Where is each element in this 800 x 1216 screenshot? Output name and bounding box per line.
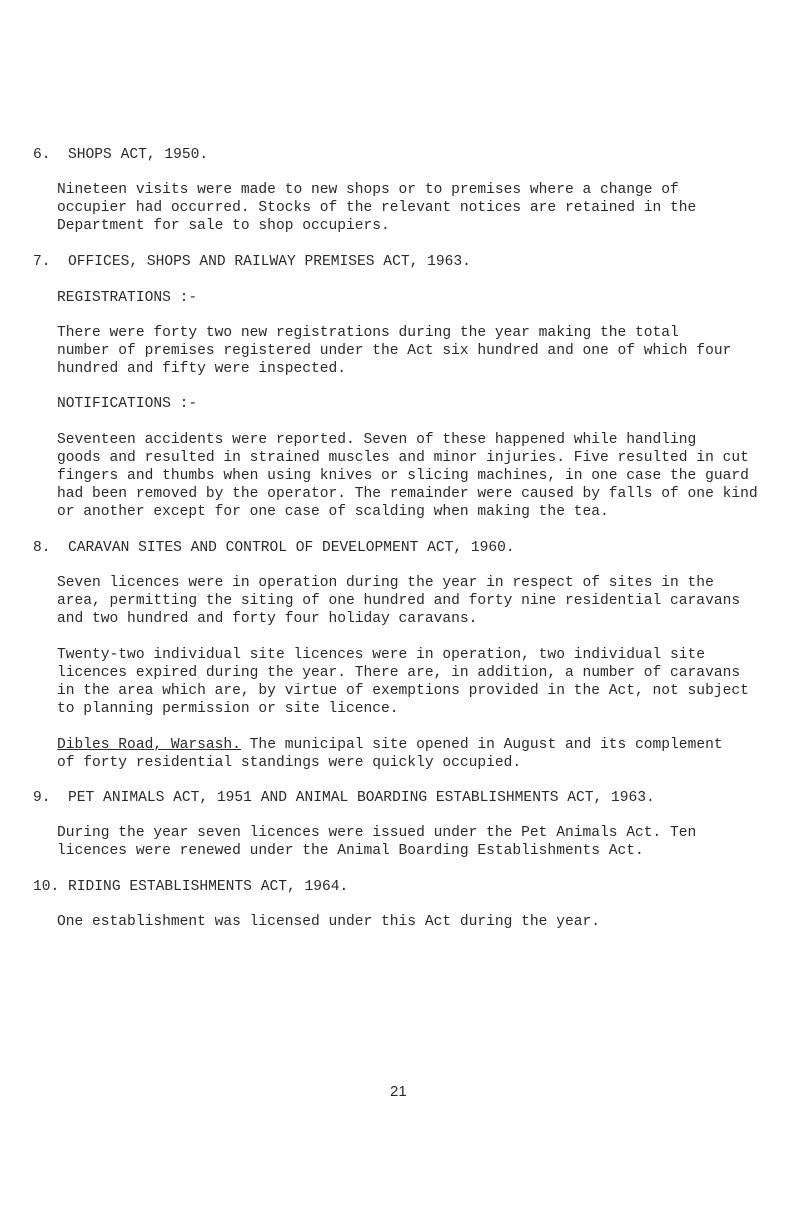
page-number: 21 bbox=[390, 1083, 407, 1100]
paragraph: Nineteen visits were made to new shops or to premises where a change of occupier had occurred. Stocks of the relevant notices are retained in the Department for sale to shop occupiers. bbox=[57, 182, 697, 234]
heading-offices-act: 7. OFFICES, SHOPS AND RAILWAY PREMISES ACT, 1963. bbox=[33, 254, 471, 270]
heading-riding-act: 10. RIDING ESTABLISHMENTS ACT, 1964. bbox=[33, 879, 349, 895]
paragraph: There were forty two new registrations during the year making the total number of premises registered under the Act six hundred and one of which four hundred and fifty were inspected. bbox=[57, 325, 732, 377]
paragraph: Seventeen accidents were reported. Seven of these happened while handling goods and resulted in strained muscles and minor injuries. Five resulted in cut fingers and thumbs when using knives or slicing machines, in one case the guard had been removed by the operator. The remainder were caused by falls of one kind or another except for one case of scalding when making the tea. bbox=[57, 432, 758, 520]
subheading-registrations: REGISTRATIONS :- bbox=[57, 290, 198, 306]
paragraph: Dibles Road, Warsash. The municipal site opened in August and its complement of forty residential standings were quickly occupied. bbox=[57, 737, 723, 771]
paragraph: Twenty-two individual site licences were in operation, two individual site licences expired during the year. There are, in addition, a number of caravans in the area which are, by virtue of exemptions provided in the Act, not subject to planning permission or site licence. bbox=[57, 647, 749, 717]
paragraph: One establishment was licensed under this Act during the year. bbox=[57, 914, 600, 930]
paragraph: During the year seven licences were issued under the Pet Animals Act. Ten licences were renewed under the Animal Boarding Establishments Act. bbox=[57, 825, 697, 859]
heading-pet-animals-act: 9. PET ANIMALS ACT, 1951 AND ANIMAL BOARDING ESTABLISHMENTS ACT, 1963. bbox=[33, 790, 655, 806]
place-name: Dibles Road, Warsash. bbox=[57, 737, 241, 753]
heading-caravan-act: 8. CARAVAN SITES AND CONTROL OF DEVELOPMENT ACT, 1960. bbox=[33, 540, 515, 556]
heading-shops-act: 6. SHOPS ACT, 1950. bbox=[33, 147, 209, 163]
paragraph: Seven licences were in operation during the year in respect of sites in the area, permitting the siting of one hundred and forty nine residential caravans and two hundred and forty four holiday caravans. bbox=[57, 575, 741, 627]
subheading-notifications: NOTIFICATIONS :- bbox=[57, 396, 198, 412]
